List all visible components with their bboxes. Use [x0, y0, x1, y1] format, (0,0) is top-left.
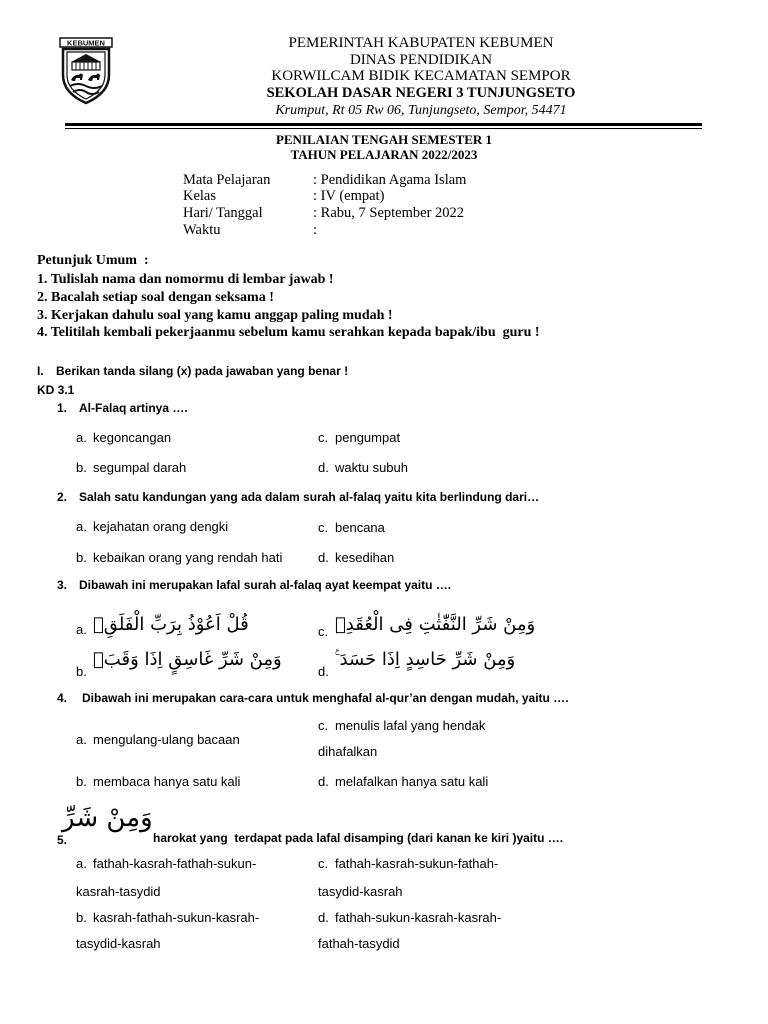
section-heading: Berikan tanda silang (x) pada jawaban yang benar ! — [56, 364, 349, 378]
school-name: SEKOLAH DASAR NEGERI 3 TUNJUNGSETO — [266, 85, 576, 101]
question-number: 4. — [57, 691, 68, 705]
option-text-continued: kasrah-tasydid — [76, 884, 161, 899]
option-text-continued: tasydid-kasrah — [76, 936, 161, 951]
instruction-item: 3. Kerjakan dahulu soal yang kamu anggap paling mudah ! — [37, 308, 393, 323]
option-text: kegoncangan — [93, 430, 172, 445]
kebumen-logo — [58, 35, 114, 105]
option-letter: d. — [318, 774, 329, 789]
instruction-item: 2. Bacalah setiap soal dengan seksama ! — [37, 290, 274, 305]
question-text: Al-Falaq artinya …. — [79, 401, 188, 415]
option-letter: a. — [76, 856, 87, 871]
option-text: kesedihan — [335, 550, 395, 565]
school-address: Krumput, Rt 05 Rw 06, Tunjungseto, Sempor, 54471 — [275, 103, 567, 118]
option-text: fathah-kasrah-sukun-fathah- — [335, 856, 499, 871]
option-text: melafalkan hanya satu kali — [335, 774, 489, 789]
question-text: Salah satu kandungan yang ada dalam surah al-falaq yaitu kita berlindung dari… — [79, 490, 540, 504]
question-number: 1. — [57, 401, 68, 415]
kd-label: KD 3.1 — [37, 383, 75, 397]
option-letter: b. — [76, 460, 87, 475]
question-number: 2. — [57, 490, 68, 504]
option-text: membaca hanya satu kali — [93, 774, 241, 789]
header-divider-thin — [65, 128, 702, 129]
academic-year: TAHUN PELAJARAN 2022/2023 — [290, 147, 478, 162]
option-letter: b. — [76, 550, 87, 565]
info-label-class: Kelas — [183, 188, 217, 204]
option-arabic: قُلْ اَعُوْذُ بِرَبِّ الْفَلَقِۙ — [93, 614, 249, 635]
option-text-continued: dihafalkan — [318, 744, 378, 759]
instruction-item: 1. Tulislah nama dan nomormu di lembar jawab ! — [37, 272, 334, 287]
option-letter: a. — [76, 430, 87, 445]
question-text: Dibawah ini merupakan lafal surah al-falaq ayat keempat yaitu …. — [79, 578, 452, 592]
question-text: harokat yang terdapat pada lafal disamping (dari kanan ke kiri )yaitu …. — [153, 831, 564, 845]
option-text-continued: tasydid-kasrah — [318, 884, 403, 899]
option-letter: c. — [318, 624, 329, 639]
option-text: fathah-sukun-kasrah-kasrah- — [335, 910, 502, 925]
section-number: I. — [37, 364, 44, 378]
option-text: kasrah-fathah-sukun-kasrah- — [93, 910, 260, 925]
instruction-item: 4. Telitilah kembali pekerjaanmu sebelum kamu serahkan kepada bapak/ibu guru ! — [37, 325, 540, 340]
question-arabic: وَمِنْ شَرِّ — [62, 803, 153, 833]
option-letter: c. — [318, 430, 329, 445]
question-number: 5. — [57, 833, 68, 847]
option-text: segumpal darah — [93, 460, 187, 475]
info-label-time: Waktu — [183, 222, 221, 238]
info-label-date: Hari/ Tanggal — [183, 205, 263, 221]
exam-title: PENILAIAN TENGAH SEMESTER 1 — [275, 132, 493, 147]
option-text: menulis lafal yang hendak — [335, 718, 486, 733]
option-letter: d. — [318, 910, 329, 925]
option-letter: a. — [76, 622, 87, 637]
info-label-subject: Mata Pelajaran — [183, 172, 271, 188]
info-value-time: : — [313, 222, 318, 238]
instructions-heading: Petunjuk Umum : — [37, 253, 149, 268]
option-letter: a. — [76, 732, 87, 747]
option-letter: d. — [318, 460, 329, 475]
option-letter: c. — [318, 520, 329, 535]
option-text: bencana — [335, 520, 385, 535]
department-name: DINAS PENDIDIKAN — [349, 52, 493, 68]
option-text: fathah-kasrah-fathah-sukun- — [93, 856, 257, 871]
option-arabic: وَمِنْ شَرِّ النَّفّٰثٰتِ فِى الْعُقَدِۙ — [335, 614, 536, 635]
option-text: pengumpat — [335, 430, 401, 445]
option-text: waktu subuh — [335, 460, 408, 475]
option-text: mengulang-ulang bacaan — [93, 732, 240, 747]
option-letter: b. — [76, 664, 87, 679]
option-letter: b. — [76, 910, 87, 925]
option-text-continued: fathah-tasydid — [318, 936, 400, 951]
info-value-date: : Rabu, 7 September 2022 — [313, 205, 465, 221]
option-text: kebaikan orang yang rendah hati — [93, 550, 283, 565]
government-name: PEMERINTAH KABUPATEN KEBUMEN — [288, 35, 554, 51]
option-arabic: وَمِنْ شَرِّ غَاسِقٍ اِذَا وَقَبَۙ — [93, 649, 282, 670]
info-value-subject: : Pendidikan Agama Islam — [313, 172, 467, 188]
question-number: 3. — [57, 578, 68, 592]
option-arabic: وَمِنْ شَرِّ حَاسِدٍ اِذَا حَسَدَ ࣖ — [335, 649, 516, 670]
option-letter: c. — [318, 856, 329, 871]
option-letter: c. — [318, 718, 329, 733]
district-office-name: KORWILCAM BIDIK KECAMATAN SEMPOR — [271, 68, 571, 84]
option-letter: b. — [76, 774, 87, 789]
question-text: Dibawah ini merupakan cara-cara untuk menghafal al-qur’an dengan mudah, yaitu …. — [82, 691, 569, 705]
option-text: kejahatan orang dengki — [93, 519, 229, 534]
option-letter: d. — [318, 664, 329, 679]
logo-text: KEBUMEN — [67, 38, 105, 48]
option-letter: a. — [76, 519, 87, 534]
option-letter: d. — [318, 550, 329, 565]
info-value-class: : IV (empat) — [313, 188, 385, 204]
header-divider — [65, 123, 702, 126]
